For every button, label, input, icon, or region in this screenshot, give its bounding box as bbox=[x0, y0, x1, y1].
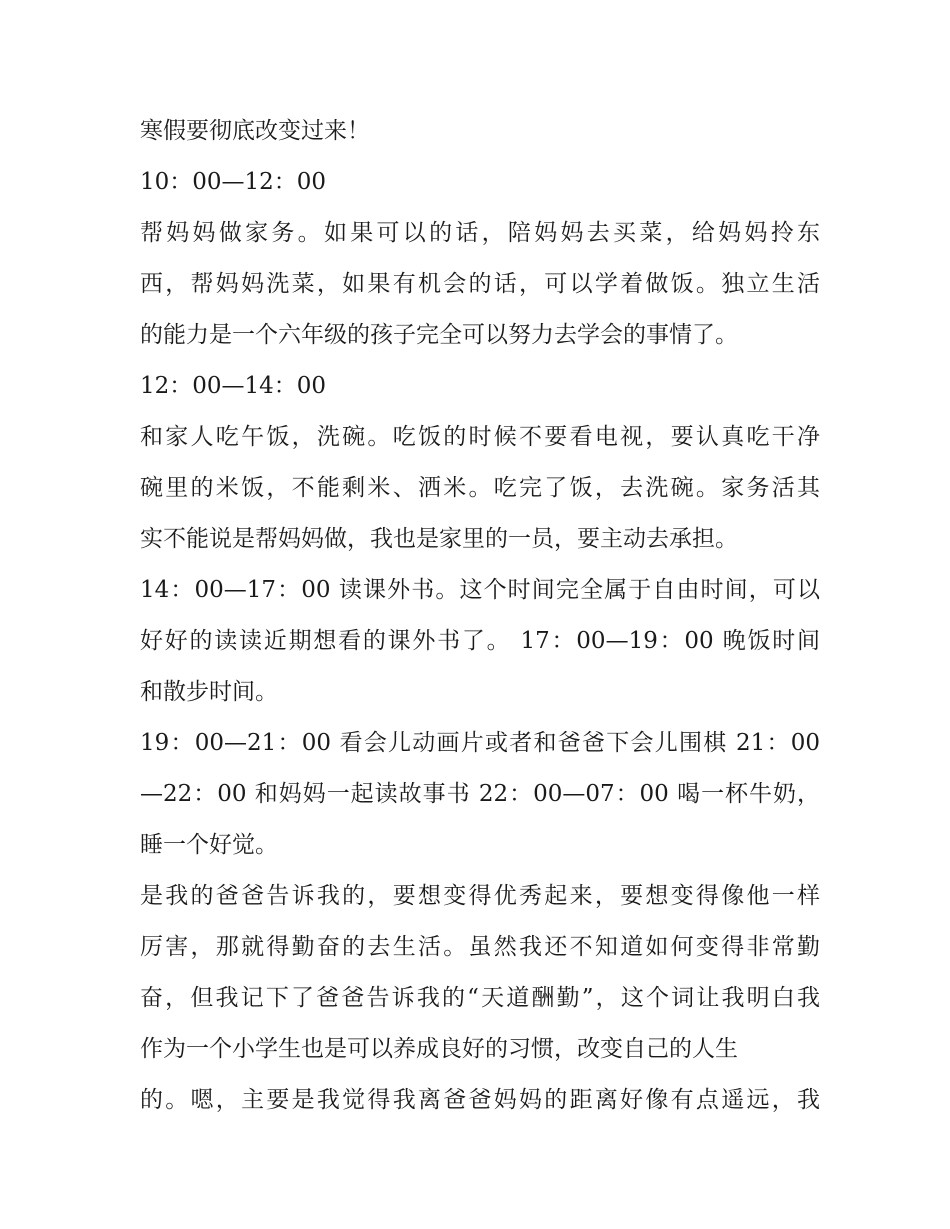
text-line: 西，帮妈妈洗菜，如果有机会的话，可以学着做饭。独立生活 bbox=[140, 271, 820, 297]
document-body bbox=[140, 106, 820, 1126]
text-line: 碗里的米饭，不能剩米、洒米。吃完了饭，去洗碗。家务活其 bbox=[140, 475, 820, 501]
text-line: 的。嗯，主要是我觉得我离爸爸妈妈的距离好像有点遥远，我 bbox=[140, 1087, 820, 1113]
text-line: 的能力是一个六年级的孩子完全可以努力去学会的事情了。 bbox=[140, 322, 738, 348]
text-line: 19：00—21：00 看会儿动画片或者和爸爸下会儿围棋 21：00 bbox=[140, 730, 820, 756]
text-line: 14：00—17：00 读课外书。这个时间完全属于自由时间，可以 bbox=[140, 577, 820, 603]
text-line: 是我的爸爸告诉我的，要想变得优秀起来，要想变得像他一样 bbox=[140, 883, 820, 909]
text-line: 奋，但我记下了爸爸告诉我的“天道酬勤”，这个词让我明白我 bbox=[140, 985, 820, 1011]
text-line: 睡一个好觉。 bbox=[140, 832, 278, 858]
text-line: 寒假要彻底改变过来！ bbox=[140, 118, 370, 144]
text-line: 实不能说是帮妈妈做，我也是家里的一员，要主动去承担。 bbox=[140, 526, 738, 552]
text-line: 和家人吃午饭，洗碗。吃饭的时候不要看电视，要认真吃干净 bbox=[140, 424, 820, 450]
text-line: 和散步时间。 bbox=[140, 679, 278, 705]
time-heading: 12：00—14：00 bbox=[140, 373, 327, 399]
text-line: —22：00 和妈妈一起读故事书 22：00—07：00 喝一杯牛奶， bbox=[140, 781, 820, 807]
text-line: 好好的读读近期想看的课外书了。 17：00—19：00 晚饭时间 bbox=[140, 628, 820, 654]
text-line: 帮妈妈做家务。如果可以的话，陪妈妈去买菜，给妈妈拎东 bbox=[140, 220, 820, 246]
text-line: 厉害，那就得勤奋的去生活。虽然我还不知道如何变得非常勤 bbox=[140, 934, 820, 960]
text-line: 作为一个小学生也是可以养成良好的习惯，改变自己的人生 bbox=[140, 1036, 738, 1062]
time-heading: 10：00—12：00 bbox=[140, 169, 327, 195]
